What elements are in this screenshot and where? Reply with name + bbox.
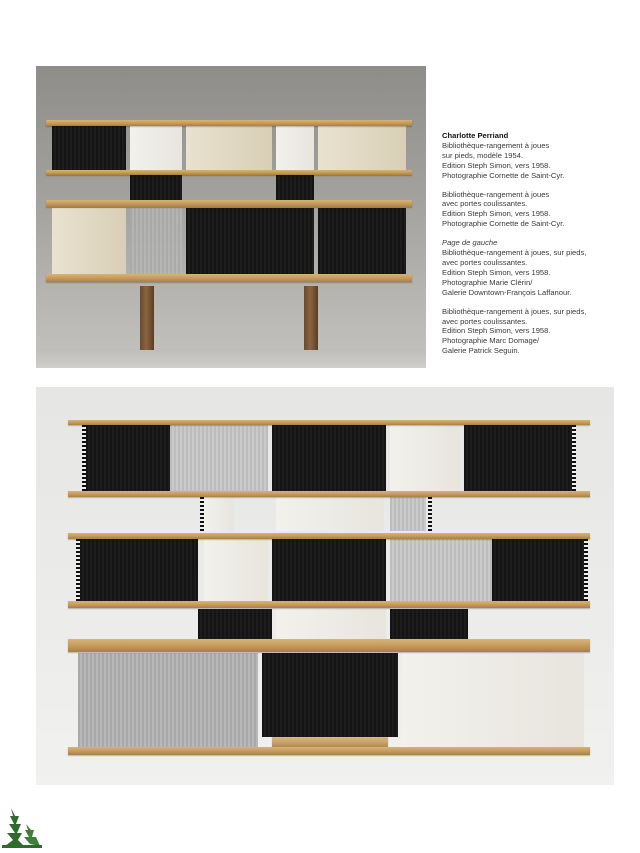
caption-block-3 — [442, 238, 617, 297]
caption-heading: Page de gauche — [442, 238, 498, 248]
caption-title: Charlotte Perriand — [442, 131, 509, 140]
cell-black — [80, 539, 198, 601]
sliding-door-white — [402, 653, 584, 747]
side-comb — [76, 539, 80, 601]
cell-black — [52, 126, 126, 170]
shelf-plank — [46, 120, 412, 126]
caption-block-4 — [442, 307, 617, 357]
cell-black — [276, 174, 314, 200]
caption-line: Bibliothèque-rangement à joues, sur pieds, — [442, 248, 587, 258]
caption-line: avec portes coulissantes. — [442, 199, 528, 209]
shelf-plank — [68, 747, 590, 755]
side-comb — [572, 425, 576, 491]
side-comb — [200, 497, 204, 531]
cell-black — [492, 539, 584, 601]
side-comb — [82, 425, 86, 491]
cell-black — [262, 653, 398, 737]
caption-line: Bibliothèque-rangement à joues — [442, 140, 550, 150]
caption-line: Galerie Patrick Seguin. — [442, 346, 520, 356]
side-comb — [428, 497, 432, 531]
shelf-plank — [68, 491, 590, 497]
cell-black — [198, 609, 272, 639]
cell-black — [86, 425, 170, 491]
photo-bookshelf-sliding-doors — [36, 387, 614, 785]
shelf-leg-right — [304, 286, 318, 350]
caption-line: Bibliothèque-rangement à joues, sur pieds, — [442, 306, 587, 316]
sliding-door-grey — [390, 539, 492, 601]
caption-block-1 — [442, 131, 617, 181]
caption-line: Edition Steph Simon, vers 1958. — [442, 209, 551, 219]
shelf-plank — [46, 170, 412, 175]
cell-grey — [390, 497, 426, 531]
cell-black — [464, 425, 572, 491]
cell-white — [130, 126, 182, 170]
shelf-plank — [46, 200, 412, 207]
photo-floor — [36, 348, 426, 368]
cell-white — [276, 126, 314, 170]
sliding-door-grey — [170, 425, 268, 491]
caption-line: Photographie Marc Domage/ — [442, 336, 540, 346]
cell-white — [204, 497, 234, 531]
side-comb — [584, 539, 588, 601]
photo-bookshelf-on-legs — [36, 66, 426, 368]
caption-line: Galerie Downtown-François Laffanour. — [442, 287, 572, 297]
cell-grey — [130, 208, 182, 274]
caption-line: avec portes coulissantes. — [442, 316, 528, 326]
caption-line: Photographie Cornette de Saint-Cyr. — [442, 170, 565, 180]
caption-block-2 — [442, 190, 617, 230]
caption-line: Photographie Marie Clérin/ — [442, 277, 533, 287]
shelf-plank — [68, 420, 590, 425]
caption-line: Bibliothèque-rangement à joues — [442, 189, 550, 199]
cell-white — [276, 497, 384, 531]
cell-white — [276, 609, 386, 639]
shelf-plank — [272, 737, 388, 747]
shelf-plank — [68, 601, 590, 608]
caption-line: sur pieds, modèle 1954. — [442, 150, 524, 160]
cell-black — [318, 208, 406, 274]
cell-black — [130, 174, 182, 200]
sliding-door-grey — [78, 653, 258, 747]
cell-cream — [186, 126, 272, 170]
shelf-plank — [68, 639, 590, 652]
caption-line: Edition Steph Simon, vers 1958. — [442, 267, 551, 277]
cell-cream — [318, 126, 406, 170]
tree-seal-icon — [2, 806, 42, 848]
shelf-leg-left — [140, 286, 154, 350]
cell-white — [204, 539, 268, 601]
caption-line: Edition Steph Simon, vers 1958. — [442, 160, 551, 170]
cell-white — [390, 425, 460, 491]
caption — [442, 131, 617, 365]
cell-black — [390, 609, 468, 639]
shelf-plank — [68, 533, 590, 539]
caption-line: Photographie Cornette de Saint-Cyr. — [442, 219, 565, 229]
caption-line: Edition Steph Simon, vers 1958. — [442, 326, 551, 336]
caption-line: avec portes coulissantes. — [442, 257, 528, 267]
shelf-plank — [46, 274, 412, 282]
cell-black — [272, 425, 386, 491]
cell-cream — [52, 208, 126, 274]
cell-black — [186, 208, 314, 274]
cell-black — [272, 539, 386, 601]
